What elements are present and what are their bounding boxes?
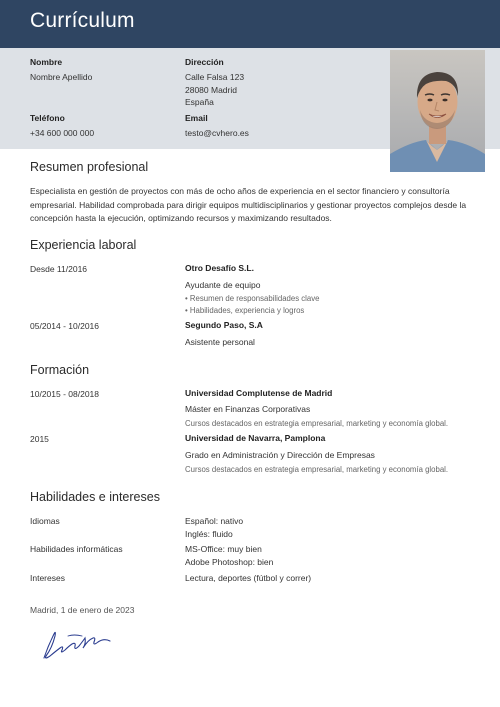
- portrait-icon: [390, 50, 485, 172]
- address-value: [185, 71, 244, 109]
- experience-bullet: • Habilidades, experiencia y logros: [185, 306, 305, 315]
- summary-heading: Resumen profesional: [30, 160, 149, 174]
- skill-value: MS-Office: muy bien: [185, 544, 262, 554]
- summary-text: Especialista en gestión de proyectos con más de ocho años de experiencia en el sector financiero y consultoría empresarial. Habilidad comprobada para dirigir equipos multidisciplinarios y gestionar proyectos complejos desde la concepción hasta la ejecución, optimizando recursos y maximizando resultados.: [30, 186, 467, 223]
- education-note: Cursos destacados en estrategia empresarial, marketing y economía global.: [185, 419, 449, 428]
- experience-company: Segundo Paso, S.A: [185, 320, 263, 330]
- skill-label: Habilidades informáticas: [30, 544, 123, 554]
- header-bar: [0, 0, 500, 48]
- email-label: Email: [185, 113, 208, 123]
- skill-label: Intereses: [30, 573, 65, 583]
- experience-role: Ayudante de equipo: [185, 280, 261, 290]
- experience-bullet: • Resumen de responsabilidades clave: [185, 294, 320, 303]
- page-title: Currículum: [30, 9, 135, 32]
- skill-value: Español: nativo: [185, 516, 244, 526]
- experience-company: Otro Desafío S.L.: [185, 263, 254, 273]
- education-note: Cursos destacados en estrategia empresarial, marketing y economía global.: [185, 465, 449, 474]
- skill-value: Inglés: fluido: [185, 529, 233, 539]
- experience-role: Asistente personal: [185, 337, 255, 347]
- education-degree: Grado en Administración y Dirección de Empresas: [185, 450, 375, 460]
- address-line: Calle Falsa 123: [185, 72, 245, 82]
- experience-date: Desde 11/2016: [30, 264, 88, 274]
- email-value: testo@cvhero.es: [185, 128, 249, 138]
- education-degree: Máster en Finanzas Corporativas: [185, 404, 311, 414]
- place-date: Madrid, 1 de enero de 2023: [30, 605, 135, 615]
- experience-heading: Experiencia laboral: [30, 238, 137, 252]
- address-label: Dirección: [185, 57, 224, 67]
- education-heading: Formación: [30, 363, 90, 377]
- address-line: 28080 Madrid: [185, 84, 237, 95]
- experience-date: 05/2014 - 10/2016: [30, 321, 100, 331]
- phone-label: Teléfono: [30, 113, 65, 123]
- education-school: Universidad Complutense de Madrid: [185, 388, 333, 398]
- profile-photo: [390, 50, 485, 172]
- skills-heading: Habilidades e intereses: [30, 490, 160, 504]
- address-line: España: [185, 97, 214, 107]
- education-school: Universidad de Navarra, Pamplona: [185, 433, 326, 443]
- signature-icon: [38, 624, 118, 664]
- name-value: Nombre Apellido: [30, 72, 93, 82]
- education-date: 10/2015 - 08/2018: [30, 389, 100, 399]
- name-label: Nombre: [30, 57, 63, 67]
- skill-label: Idiomas: [30, 516, 60, 526]
- phone-value: +34 600 000 000: [30, 128, 95, 138]
- skill-value: Adobe Photoshop: bien: [185, 557, 274, 567]
- education-date: 2015: [30, 434, 49, 444]
- skill-value: Lectura, deportes (fútbol y correr): [185, 573, 312, 583]
